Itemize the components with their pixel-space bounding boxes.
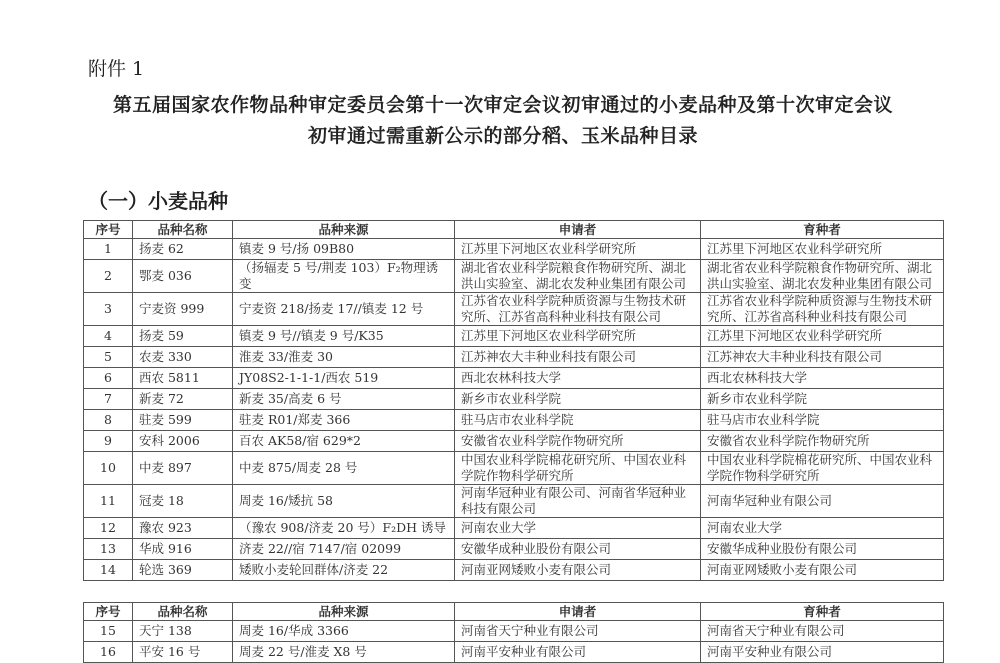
header-variety-name: 品种名称 — [133, 221, 233, 239]
cell-variety-name: 安科 2006 — [133, 431, 233, 452]
cell-variety-source: 驻麦 R01/郑麦 366 — [233, 410, 455, 431]
cell-variety-name: 天宁 138 — [133, 621, 233, 642]
cell-variety-name: 冠麦 18 — [133, 485, 233, 518]
cell-applicant: 河南亚网矮败小麦有限公司 — [455, 560, 701, 581]
cell-breeder: 湖北省农业科学院粮食作物研究所、湖北洪山实验室、湖北农发种业集团有限公司 — [701, 260, 944, 293]
table-row — [84, 326, 944, 347]
cell-applicant: 安徽省农业科学院作物研究所 — [455, 431, 701, 452]
cell-breeder: 安徽华成种业股份有限公司 — [701, 539, 944, 560]
cell-index: 14 — [84, 560, 133, 581]
cell-variety-name: 农麦 330 — [133, 347, 233, 368]
cell-variety-source: 周麦 22 号/淮麦 X8 号 — [233, 642, 455, 663]
cell-variety-source: （豫农 908/济麦 20 号）F₂DH 诱导 — [233, 518, 455, 539]
cell-index: 5 — [84, 347, 133, 368]
cell-breeder: 驻马店市农业科学院 — [701, 410, 944, 431]
table-row — [84, 518, 944, 539]
cell-applicant: 驻马店市农业科学院 — [455, 410, 701, 431]
table-row — [84, 452, 944, 485]
cell-index: 1 — [84, 239, 133, 260]
cell-variety-source: 百农 AK58/宿 629*2 — [233, 431, 455, 452]
cell-breeder: 河南亚网矮败小麦有限公司 — [701, 560, 944, 581]
cell-variety-source: （扬辐麦 5 号/荆麦 103）F₂物理诱变 — [233, 260, 455, 293]
cell-variety-source: 镇麦 9 号//镇麦 9 号/K35 — [233, 326, 455, 347]
cell-breeder: 江苏神农大丰种业科技有限公司 — [701, 347, 944, 368]
table-header-row — [84, 603, 944, 621]
header-applicant: 申请者 — [455, 603, 701, 621]
cell-applicant: 河南平安种业有限公司 — [455, 642, 701, 663]
header-variety-source: 品种来源 — [233, 603, 455, 621]
cell-applicant: 河南农业大学 — [455, 518, 701, 539]
cell-breeder: 江苏里下河地区农业科学研究所 — [701, 239, 944, 260]
table-row — [84, 389, 944, 410]
cell-applicant: 湖北省农业科学院粮食作物研究所、湖北洪山实验室、湖北农发种业集团有限公司 — [455, 260, 701, 293]
cell-breeder: 河南华冠种业有限公司 — [701, 485, 944, 518]
wheat-variety-table — [83, 220, 944, 581]
header-index: 序号 — [84, 603, 133, 621]
cell-variety-name: 华成 916 — [133, 539, 233, 560]
wheat-variety-table-continued — [83, 602, 944, 663]
cell-variety-name: 驻麦 599 — [133, 410, 233, 431]
header-breeder: 育种者 — [701, 221, 944, 239]
cell-index: 2 — [84, 260, 133, 293]
cell-applicant: 江苏省农业科学院种质资源与生物技术研究所、江苏省高科种业科技有限公司 — [455, 293, 701, 326]
cell-variety-name: 宁麦资 999 — [133, 293, 233, 326]
cell-index: 10 — [84, 452, 133, 485]
cell-variety-name: 中麦 897 — [133, 452, 233, 485]
cell-breeder: 新乡市农业科学院 — [701, 389, 944, 410]
table-row — [84, 485, 944, 518]
table-row — [84, 560, 944, 581]
cell-index: 12 — [84, 518, 133, 539]
cell-index: 8 — [84, 410, 133, 431]
cell-variety-name: 新麦 72 — [133, 389, 233, 410]
section-heading: （一）小麦品种 — [88, 189, 228, 213]
table-row — [84, 621, 944, 642]
cell-variety-name: 鄂麦 036 — [133, 260, 233, 293]
cell-variety-source: 新麦 35/高麦 6 号 — [233, 389, 455, 410]
cell-breeder: 河南农业大学 — [701, 518, 944, 539]
cell-breeder: 江苏省农业科学院种质资源与生物技术研究所、江苏省高科种业科技有限公司 — [701, 293, 944, 326]
cell-index: 9 — [84, 431, 133, 452]
header-index: 序号 — [84, 221, 133, 239]
table-row — [84, 642, 944, 663]
cell-index: 7 — [84, 389, 133, 410]
cell-variety-name: 扬麦 59 — [133, 326, 233, 347]
cell-applicant: 河南省天宁种业有限公司 — [455, 621, 701, 642]
cell-applicant: 安徽华成种业股份有限公司 — [455, 539, 701, 560]
table-row — [84, 431, 944, 452]
cell-index: 16 — [84, 642, 133, 663]
cell-variety-source: JY08S2-1-1-1/西农 519 — [233, 368, 455, 389]
cell-variety-name: 平安 16 号 — [133, 642, 233, 663]
cell-breeder: 河南平安种业有限公司 — [701, 642, 944, 663]
cell-index: 4 — [84, 326, 133, 347]
table-row — [84, 260, 944, 293]
cell-index: 11 — [84, 485, 133, 518]
cell-variety-source: 中麦 875/周麦 28 号 — [233, 452, 455, 485]
cell-variety-name: 轮选 369 — [133, 560, 233, 581]
cell-applicant: 新乡市农业科学院 — [455, 389, 701, 410]
cell-breeder: 中国农业科学院棉花研究所、中国农业科学院作物科学研究所 — [701, 452, 944, 485]
cell-index: 15 — [84, 621, 133, 642]
cell-breeder: 安徽省农业科学院作物研究所 — [701, 431, 944, 452]
cell-variety-source: 济麦 22//宿 7147/宿 02099 — [233, 539, 455, 560]
cell-variety-source: 周麦 16/华成 3366 — [233, 621, 455, 642]
cell-variety-source: 淮麦 33/淮麦 30 — [233, 347, 455, 368]
cell-applicant: 河南华冠种业有限公司、河南省华冠种业科技有限公司 — [455, 485, 701, 518]
cell-variety-name: 西农 5811 — [133, 368, 233, 389]
cell-variety-name: 扬麦 62 — [133, 239, 233, 260]
cell-breeder: 河南省天宁种业有限公司 — [701, 621, 944, 642]
header-breeder: 育种者 — [701, 603, 944, 621]
cell-index: 6 — [84, 368, 133, 389]
cell-breeder: 江苏里下河地区农业科学研究所 — [701, 326, 944, 347]
document-title-line1: 第五届国家农作物品种审定委员会第十一次审定会议初审通过的小麦品种及第十次审定会议 — [112, 94, 893, 116]
table-header-row — [84, 221, 944, 239]
header-applicant: 申请者 — [455, 221, 701, 239]
cell-variety-source: 矮败小麦轮回群体/济麦 22 — [233, 560, 455, 581]
cell-applicant: 西北农林科技大学 — [455, 368, 701, 389]
table-row — [84, 293, 944, 326]
table-row — [84, 410, 944, 431]
cell-applicant: 中国农业科学院棉花研究所、中国农业科学院作物科学研究所 — [455, 452, 701, 485]
header-variety-name: 品种名称 — [133, 603, 233, 621]
table-row — [84, 347, 944, 368]
cell-applicant: 江苏里下河地区农业科学研究所 — [455, 326, 701, 347]
cell-variety-source: 周麦 16/矮抗 58 — [233, 485, 455, 518]
cell-variety-name: 豫农 923 — [133, 518, 233, 539]
cell-applicant: 江苏神农大丰种业科技有限公司 — [455, 347, 701, 368]
document-title-line2: 初审通过需重新公示的部分稻、玉米品种目录 — [307, 125, 698, 147]
table-row — [84, 239, 944, 260]
cell-index: 3 — [84, 293, 133, 326]
cell-variety-source: 宁麦资 218/扬麦 17//镇麦 12 号 — [233, 293, 455, 326]
header-variety-source: 品种来源 — [233, 221, 455, 239]
cell-applicant: 江苏里下河地区农业科学研究所 — [455, 239, 701, 260]
table-row — [84, 539, 944, 560]
cell-index: 13 — [84, 539, 133, 560]
table-row — [84, 368, 944, 389]
attachment-label: 附件 1 — [88, 58, 145, 80]
cell-breeder: 西北农林科技大学 — [701, 368, 944, 389]
cell-variety-source: 镇麦 9 号/扬 09B80 — [233, 239, 455, 260]
